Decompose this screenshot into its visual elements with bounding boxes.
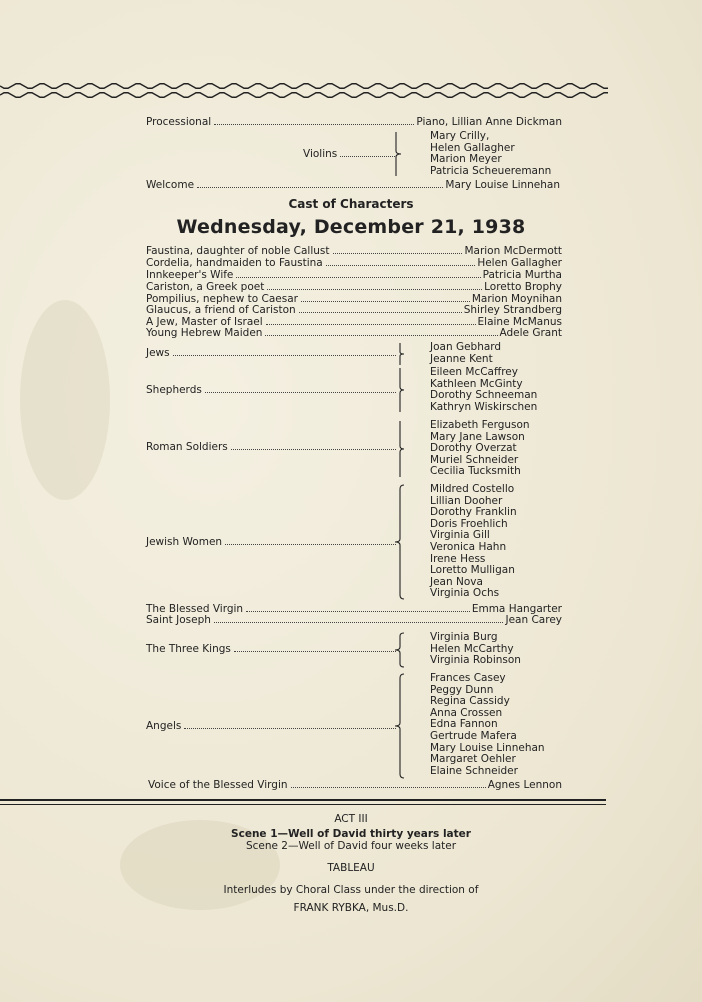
role-name: The Blessed Virgin xyxy=(146,603,244,615)
leader-dots xyxy=(234,651,396,652)
jews-line xyxy=(146,347,398,359)
jews-names xyxy=(430,342,501,365)
cast-line xyxy=(146,269,562,281)
cast-member: Gertrude Mafera xyxy=(430,729,517,742)
leader-dots xyxy=(326,265,476,266)
shepherds-line xyxy=(146,384,398,396)
interludes-text: Interludes by Choral Class under the direction of xyxy=(223,884,479,896)
violin-name: Mary Crilly, xyxy=(430,130,490,142)
role-name: Voice of the Blessed Virgin xyxy=(148,779,288,791)
soldiers-line xyxy=(146,441,398,453)
violins-names xyxy=(430,131,551,177)
leader-dots xyxy=(340,156,395,157)
cast-member: Kathryn Wiskirschen xyxy=(430,400,538,413)
cast-member: Mildred Costello xyxy=(430,483,515,495)
cast-member: Margaret Oehler xyxy=(430,753,516,766)
welcome-label: Welcome xyxy=(146,179,195,191)
welcome-line xyxy=(146,179,560,191)
role-name: A Jew, Master of Israel xyxy=(146,316,263,328)
angels-line xyxy=(146,720,398,732)
group-label: Shepherds xyxy=(146,384,202,396)
violin-name: Patricia Scheueremann xyxy=(430,164,552,177)
group-label: Jews xyxy=(146,347,170,359)
cast-member: Mary Jane Lawson xyxy=(430,430,525,443)
leader-dots xyxy=(267,289,482,290)
leader-dots xyxy=(225,544,396,545)
cast-member: Dorothy Overzat xyxy=(430,442,517,455)
leader-dots xyxy=(231,449,396,450)
group-label: Roman Soldiers xyxy=(146,441,228,453)
processional-value: Piano, Lillian Anne Dickman xyxy=(416,116,562,128)
brace-icon xyxy=(392,632,408,668)
leader-dots xyxy=(301,301,470,302)
soldiers-names xyxy=(430,420,530,478)
women-line xyxy=(146,536,398,548)
divider-rule xyxy=(0,799,606,801)
violin-name: Helen Gallagher xyxy=(430,141,515,154)
cast-member: Dorothy Franklin xyxy=(430,506,517,519)
brace-icon xyxy=(392,342,408,366)
cast-line xyxy=(146,327,562,339)
leader-dots xyxy=(333,253,463,254)
violins-label: Violins xyxy=(303,148,338,160)
role-name: Faustina, daughter of noble Callust xyxy=(146,245,330,257)
cast-member: Muriel Schneider xyxy=(430,453,519,466)
cast-member: Virginia Gill xyxy=(430,529,490,542)
leader-dots xyxy=(214,124,414,125)
paper-stain xyxy=(20,300,110,500)
director-name: FRANK RYBKA, Mus.D. xyxy=(293,902,409,914)
cast-member: Jean Nova xyxy=(430,575,483,588)
cast-member: Lillian Dooher xyxy=(430,494,503,507)
cast-member: Joan Gebhard xyxy=(430,341,502,353)
actor-name: Marion Moynihan xyxy=(471,293,562,305)
actor-name: Emma Hangarter xyxy=(471,603,562,615)
actor-name: Patricia Murtha xyxy=(482,269,562,281)
cast-member: Kathleen McGinty xyxy=(430,377,523,390)
leader-dots xyxy=(299,312,462,313)
actor-name: Jean Carey xyxy=(505,614,562,626)
leader-dots xyxy=(236,277,480,278)
shepherds-names xyxy=(430,367,537,413)
actor-name: Loretto Brophy xyxy=(484,281,562,293)
group-label: Jewish Women xyxy=(146,536,223,548)
violins-line xyxy=(303,148,397,160)
angels-names xyxy=(430,673,545,777)
divider-rule xyxy=(0,804,606,805)
scene-1: Scene 1—Well of David thirty years later xyxy=(231,828,471,840)
leader-dots xyxy=(197,187,443,188)
cast-line xyxy=(146,281,562,293)
women-names xyxy=(430,484,517,600)
cast-member: Anna Crossen xyxy=(430,706,503,719)
role-name: Glaucus, a friend of Cariston xyxy=(146,304,296,316)
cast-member: Eileen McCaffrey xyxy=(430,366,518,378)
cast-member: Frances Casey xyxy=(430,672,506,684)
cast-member: Mary Louise Linnehan xyxy=(430,741,545,754)
cast-member: Irene Hess xyxy=(430,552,486,565)
leader-dots xyxy=(205,392,396,393)
violin-name: Marion Meyer xyxy=(430,153,502,166)
scene-2: Scene 2—Well of David four weeks later xyxy=(245,840,457,852)
cast-line xyxy=(148,779,562,791)
brace-icon xyxy=(392,420,408,478)
actor-name: Helen Gallagher xyxy=(477,257,562,269)
cast-line xyxy=(146,304,562,316)
actor-name: Agnes Lennon xyxy=(487,779,562,791)
role-name: Pompilius, nephew to Caesar xyxy=(146,293,298,305)
cast-member: Elaine Schneider xyxy=(430,764,518,777)
group-label: Angels xyxy=(146,720,182,732)
cast-member: Edna Fannon xyxy=(430,718,498,731)
role-name: Cordelia, handmaiden to Faustina xyxy=(146,257,323,269)
role-name: Young Hebrew Maiden xyxy=(146,327,263,339)
actor-name: Marion McDermott xyxy=(464,245,562,257)
cast-member: Dorothy Schneeman xyxy=(430,389,538,402)
role-name: Innkeeper's Wife xyxy=(146,269,234,281)
date-heading: Wednesday, December 21, 1938 xyxy=(176,216,526,238)
processional-label: Processional xyxy=(146,116,212,128)
tableau: TABLEAU xyxy=(327,862,375,874)
leader-dots xyxy=(184,728,396,729)
cast-member: Cecilia Tucksmith xyxy=(430,465,521,478)
brace-icon xyxy=(392,484,408,600)
wavy-border xyxy=(0,80,610,102)
act-title: ACT III xyxy=(334,813,368,825)
kings-names xyxy=(430,632,521,667)
actor-name: Adele Grant xyxy=(499,327,562,339)
cast-member: Regina Cassidy xyxy=(430,695,510,708)
cast-heading: Cast of Characters xyxy=(288,197,414,211)
role-name: Cariston, a Greek poet xyxy=(146,281,265,293)
brace-icon xyxy=(392,673,408,779)
brace-icon xyxy=(392,131,408,177)
role-name: Saint Joseph xyxy=(146,614,211,626)
cast-member: Virginia Burg xyxy=(430,631,498,643)
leader-dots xyxy=(291,787,486,788)
leader-dots xyxy=(214,622,504,623)
cast-member: Elizabeth Ferguson xyxy=(430,419,530,431)
brace-icon xyxy=(392,367,408,413)
actor-name: Shirley Strandberg xyxy=(463,304,562,316)
cast-member: Helen McCarthy xyxy=(430,642,514,655)
cast-member: Peggy Dunn xyxy=(430,683,494,696)
leader-dots xyxy=(173,355,396,356)
kings-line xyxy=(146,643,398,655)
cast-line xyxy=(146,245,562,257)
cast-member: Virginia Ochs xyxy=(430,587,500,600)
cast-member: Veronica Hahn xyxy=(430,540,507,553)
cast-member: Jeanne Kent xyxy=(430,352,493,365)
group-label: The Three Kings xyxy=(146,643,231,655)
cast-line xyxy=(146,257,562,269)
leader-dots xyxy=(266,324,476,325)
leader-dots xyxy=(265,335,497,336)
leader-dots xyxy=(246,611,470,612)
actor-name: Elaine McManus xyxy=(477,316,562,328)
cast-member: Virginia Robinson xyxy=(430,654,521,667)
cast-line xyxy=(146,614,562,626)
processional-line xyxy=(146,116,562,128)
cast-member: Doris Froehlich xyxy=(430,517,508,530)
cast-member: Loretto Mulligan xyxy=(430,564,515,577)
welcome-value: Mary Louise Linnehan xyxy=(445,179,560,191)
